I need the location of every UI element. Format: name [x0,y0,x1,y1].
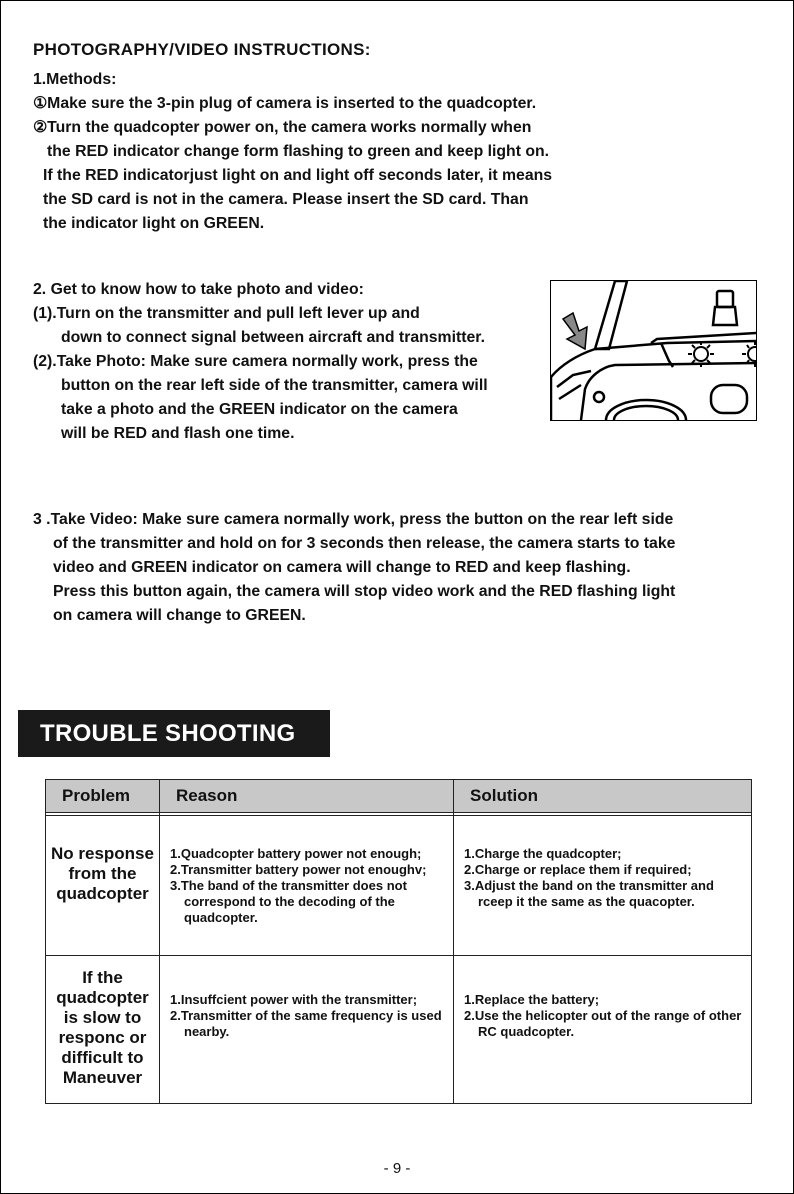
section2-line: (2).Take Photo: Make sure camera normally work, press the [33,353,478,370]
methods-title: 1.Methods: [33,71,117,88]
section3-line: video and GREEN indicator on camera will change to RED and keep flashing. [53,559,631,576]
header-reason: Reason [160,780,454,813]
reason-item: 2.Transmitter battery power not enoughv; [170,862,427,877]
solution-cell [454,956,752,1104]
solution-item: 3.Adjust the band on the transmitter and rceep it the same as the quacopter. [464,878,714,909]
transmitter-illustration [550,280,757,421]
problem-cell: No response from the quadcopter [46,816,160,956]
solution-item: 2.Use the helicopter out of the range of other RC quadcopter. [464,1008,742,1039]
reason-item: 3.The band of the transmitter does not correspond to the decoding of the quadcopter. [170,878,407,925]
methods-line: the RED indicator change form flashing to green and keep light on. [47,143,550,160]
table-row [46,956,752,1104]
troubleshooting-banner: TROUBLE SHOOTING [18,710,330,757]
methods-line: If the RED indicatorjust light on and light off seconds later, it means [43,167,553,184]
reason-cell [160,956,454,1104]
troubleshooting-table [45,779,752,1104]
methods-section [33,68,552,236]
header-solution: Solution [454,780,752,813]
solution-item: 2.Charge or replace them if required; [464,862,692,877]
photo-section [33,278,488,446]
section3-line: 3 .Take Video: Make sure camera normally work, press the button on the rear left side [33,511,674,528]
problem-cell: If the quadcopter is slow to responc or difficult to Maneuver [46,956,160,1104]
section2-line: (1).Turn on the transmitter and pull left lever up and [33,305,420,322]
pointer-arrow-icon [563,313,587,349]
section2-line: will be RED and flash one time. [61,425,295,442]
section2-line: button on the rear left side of the transmitter, camera will [61,377,488,394]
table-row [46,816,752,956]
solution-cell [454,816,752,956]
table-header-row [46,780,752,813]
reason-item: 1.Insuffcient power with the transmitter; [170,992,418,1007]
section2-line: down to connect signal between aircraft and transmitter. [61,329,485,346]
reason-cell [160,816,454,956]
methods-line: ②Turn the quadcopter power on, the camera works normally when [33,119,532,136]
solution-item: 1.Charge the quadcopter; [464,846,622,861]
page-heading: PHOTOGRAPHY/VIDEO INSTRUCTIONS: [33,40,371,59]
section2-title: 2. Get to know how to take photo and video: [33,281,364,298]
section3-line: Press this button again, the camera will stop video work and the RED flashing light [53,583,676,600]
header-problem: Problem [46,780,160,813]
reason-item: 1.Quadcopter battery power not enough; [170,846,422,861]
section3-line: on camera will change to GREEN. [53,607,306,624]
methods-line: ①Make sure the 3-pin plug of camera is inserted to the quadcopter. [33,95,537,112]
methods-line: the SD card is not in the camera. Please insert the SD card. Than [43,191,529,208]
section3-line: of the transmitter and hold on for 3 seconds then release, the camera starts to take [53,535,676,552]
transmitter-drawing [551,281,756,420]
section2-line: take a photo and the GREEN indicator on the camera [61,401,458,418]
solution-item: 1.Replace the battery; [464,992,600,1007]
video-section [33,508,675,628]
methods-line: the indicator light on GREEN. [43,215,265,232]
page-number: - 9 - [383,1160,411,1177]
reason-item: 2.Transmitter of the same frequency is used nearby. [170,1008,442,1039]
